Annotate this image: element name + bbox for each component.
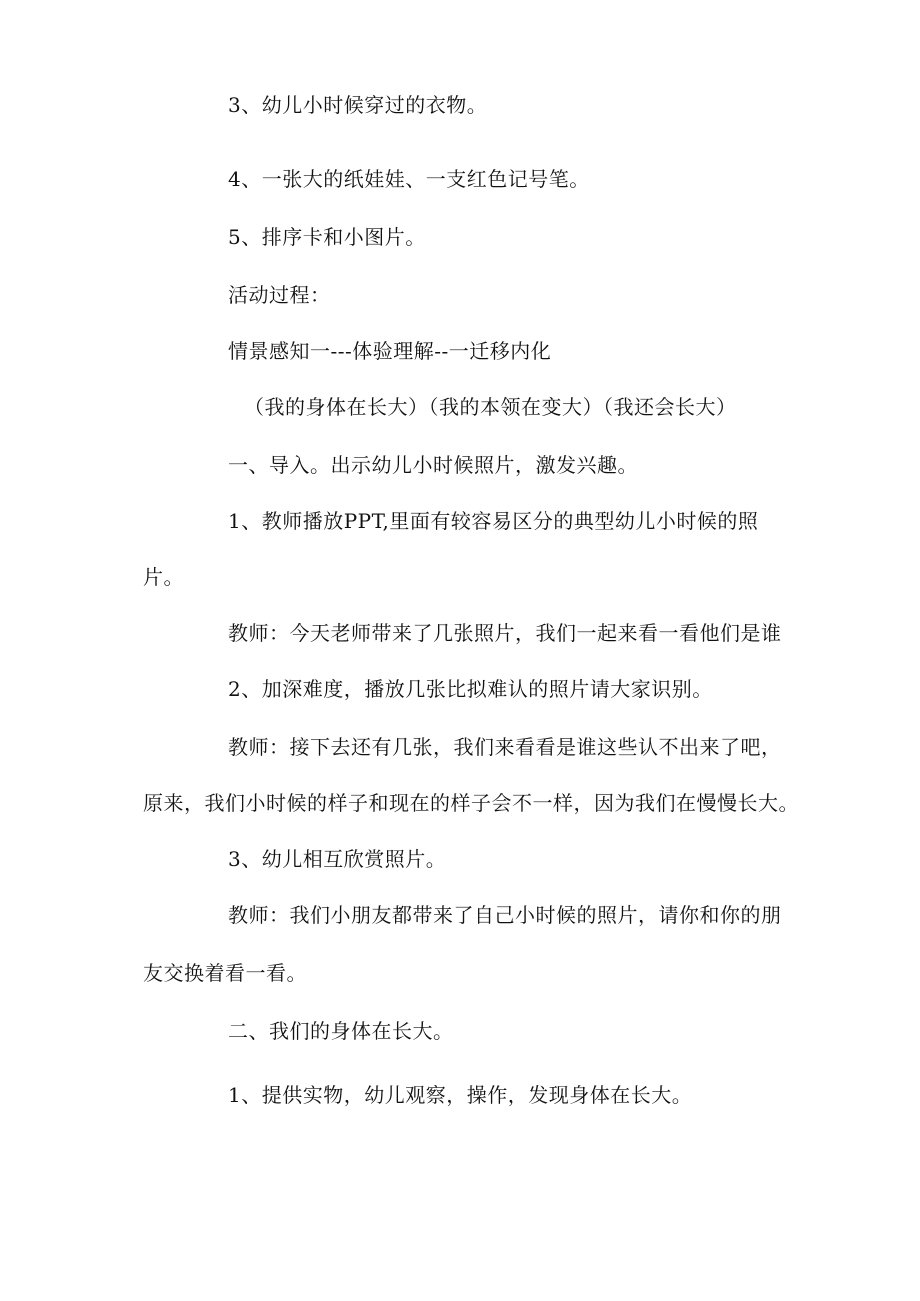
section-heading: 一、导入。出示幼儿小时候照片，激发兴趣。 <box>228 453 638 477</box>
paragraph-line: 3、幼儿小时候穿过的衣物。 <box>228 93 488 117</box>
paragraph-line: （我的身体在长大）（我的本领在变大）（我还会长大） <box>244 395 737 419</box>
paragraph-line: 片。 <box>143 565 184 589</box>
paragraph-line: 原来，我们小时候的样子和现在的样子会不一样，因为我们在慢慢长大。 <box>143 791 799 815</box>
paragraph-line: 1、教师播放PPT,里面有较容易区分的典型幼儿小时候的照 <box>228 509 759 533</box>
paragraph-line: 情景感知一---体验理解--一迁移内化 <box>228 339 552 363</box>
paragraph-line: 3、幼儿相互欣赏照片。 <box>228 847 447 871</box>
paragraph-line: 友交换着看一看。 <box>143 961 307 985</box>
paragraph-line: 2、加深难度，播放几张比拟难认的照片请大家识别。 <box>228 677 713 701</box>
paragraph-line: 1、提供实物，幼儿观察，操作，发现身体在长大。 <box>228 1083 693 1107</box>
paragraph-line: 教师：今天老师带来了几张照片，我们一起来看一看他们是谁 <box>228 621 782 645</box>
section-heading: 二、我们的身体在长大。 <box>228 1019 454 1043</box>
paragraph-line: 教师：接下去还有几张，我们来看看是谁这些认不出来了吧， <box>228 735 782 759</box>
paragraph-line: 5、排序卡和小图片。 <box>228 225 426 249</box>
paragraph-line: 4、一张大的纸娃娃、一支红色记号笔。 <box>228 167 590 191</box>
section-heading: 活动过程： <box>228 283 331 307</box>
paragraph-line: 教师：我们小朋友都带来了自己小时候的照片，请你和你的朋 <box>228 903 782 927</box>
